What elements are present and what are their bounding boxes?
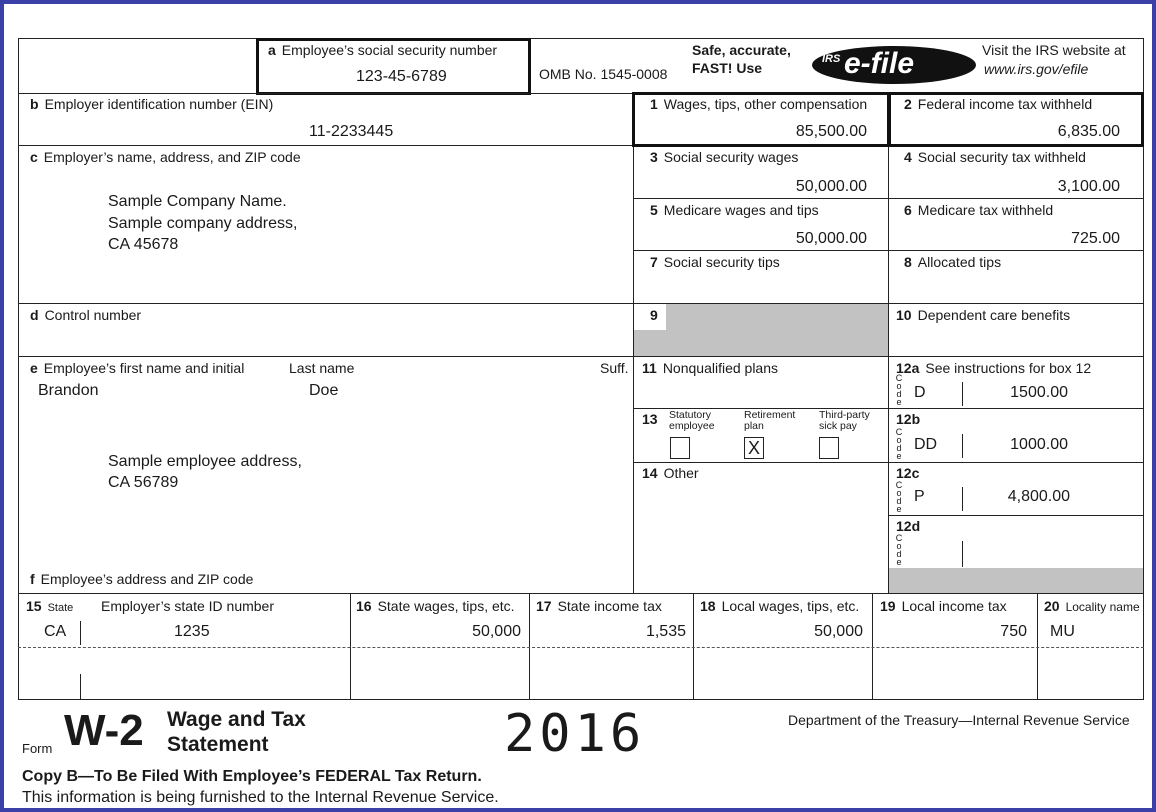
box-3-value: 50,000.00 [795, 178, 867, 195]
irs-efile-logo [810, 44, 978, 86]
divider [888, 515, 1144, 516]
box-4-label: 4 Social security tax withheld [904, 149, 1086, 165]
third-party-sick-pay-label: Third-party sick pay [819, 409, 870, 432]
divider [962, 434, 963, 458]
employer-zip: CA 45678 [108, 236, 179, 253]
logo-irs-text: IRS [822, 53, 841, 65]
box-12c-code: P [914, 488, 925, 505]
box-12c-label: 12c [896, 465, 920, 481]
box-12d-label: 12d [896, 518, 921, 534]
box-19-value: 750 [1000, 623, 1027, 640]
code-vertical-label: C o d e [895, 480, 903, 514]
box-6-label: 6 Medicare tax withheld [904, 202, 1054, 218]
box-12a-label: 12a See instructions for box 12 [896, 360, 1092, 376]
retirement-plan-label: Retirement plan [744, 409, 796, 432]
box-12b-value: 1000.00 [1010, 436, 1068, 453]
box-1-label: 1 Wages, tips, other compensation [650, 96, 868, 112]
box-9-label: 9 [650, 307, 658, 323]
form-title-line2: Statement [167, 733, 269, 756]
box-17-value: 1,535 [645, 623, 686, 640]
divider [80, 674, 81, 700]
box-12a-value: 1500.00 [1010, 384, 1068, 401]
box-9-shaded [634, 330, 666, 356]
ssn-value: 123-45-6789 [356, 68, 447, 85]
last-name-label: Last name [289, 360, 355, 376]
divider [18, 356, 1144, 357]
box-8-label: 8 Allocated tips [904, 254, 1002, 270]
box-19-label: 19 Local income tax [880, 598, 1007, 614]
omb-number: OMB No. 1545-0008 [539, 66, 668, 82]
irs-efile-url: www.irs.gov/efile [984, 61, 1089, 77]
ein-value: 11-2233445 [309, 123, 394, 140]
state-value: CA [44, 623, 67, 640]
copy-b-text: Copy B—To Be Filed With Employee’s FEDERAL Tax Return. [22, 768, 482, 785]
box-6-value: 725.00 [1071, 230, 1120, 247]
box-12b-label: 12b [896, 411, 921, 427]
suffix-label: Suff. [600, 360, 629, 376]
box-2-label: 2 Federal income tax withheld [904, 96, 1093, 112]
box-4-value: 3,100.00 [1057, 178, 1120, 195]
statutory-employee-checkbox[interactable] [670, 437, 690, 459]
box-16-label: 16 State wages, tips, etc. [356, 598, 515, 614]
department-text: Department of the Treasury—Internal Revenue Service [788, 712, 1130, 728]
form-title-line1: Wage and Tax [167, 708, 306, 731]
state-id-value: 1235 [174, 623, 210, 640]
employer-address: Sample company address, [108, 215, 298, 232]
divider [888, 93, 889, 593]
retirement-plan-checkbox[interactable]: X [744, 437, 764, 459]
visit-irs-text: Visit the IRS website at [982, 42, 1126, 58]
divider [962, 382, 963, 406]
box-d-label: d Control number [30, 307, 142, 323]
box-20-value: MU [1050, 623, 1075, 640]
box-5-label: 5 Medicare wages and tips [650, 202, 819, 218]
box-7-label: 7 Social security tips [650, 254, 780, 270]
box-9-shaded [666, 304, 888, 356]
box-5-value: 50,000.00 [795, 230, 867, 247]
box-1-value: 85,500.00 [795, 123, 867, 140]
efile-line1: Safe, accurate, [692, 42, 791, 58]
divider [633, 462, 1144, 463]
box-15-label: 15 State [26, 598, 74, 614]
box-a-label: a Employee’s social security number [268, 42, 498, 58]
box-e-label: e Employee’s first name and initial [30, 360, 245, 376]
employee-first-name: Brandon [38, 382, 99, 399]
box-13-label: 13 [642, 411, 658, 427]
box-c-label: c Employer’s name, address, and ZIP code [30, 149, 301, 165]
code-vertical-label: C o d e [895, 427, 903, 461]
box-12d-shaded [889, 568, 1143, 593]
third-party-sick-pay-checkbox[interactable] [819, 437, 839, 459]
box-3-label: 3 Social security wages [650, 149, 799, 165]
logo-efile-text: e-file [844, 47, 915, 80]
box-12a-code: D [914, 384, 926, 401]
statutory-employee-label: Statutory employee [669, 409, 715, 432]
code-vertical-label: C o d e [895, 533, 903, 567]
divider [633, 198, 1144, 199]
box-12b-code: DD [914, 436, 938, 453]
employee-address: Sample employee address, [108, 453, 302, 470]
box-20-label: 20 Locality name [1044, 598, 1140, 614]
employee-last-name: Doe [309, 382, 339, 399]
divider [962, 541, 963, 567]
divider [18, 593, 1144, 594]
employee-zip: CA 56789 [108, 474, 179, 491]
box-2-value: 6,835.00 [1057, 123, 1120, 140]
form-id: W-2 [64, 706, 144, 755]
box-18-label: 18 Local wages, tips, etc. [700, 598, 860, 614]
box-11-label: 11 Nonqualified plans [642, 360, 779, 376]
box-16-value: 50,000 [472, 623, 521, 640]
employer-name: Sample Company Name. [108, 193, 287, 210]
box-18-value: 50,000 [814, 623, 863, 640]
box-10-label: 10 Dependent care benefits [896, 307, 1071, 323]
divider [80, 621, 81, 645]
dashed-divider [18, 647, 1144, 648]
form-word: Form [22, 741, 53, 756]
box-17-label: 17 State income tax [536, 598, 662, 614]
divider [18, 303, 1144, 304]
box-14-label: 14 Other [642, 465, 699, 481]
box-12c-value: 4,800.00 [1007, 488, 1070, 505]
box-f-label: f Employee’s address and ZIP code [30, 571, 254, 587]
irs-notice-text: This information is being furnished to the Internal Revenue Service. [22, 789, 499, 806]
divider [962, 487, 963, 511]
employer-state-id-label: Employer’s state ID number [101, 598, 274, 614]
efile-line2: FAST! Use [692, 60, 763, 76]
tax-year: 2016 [504, 704, 646, 764]
box-b-label: b Employer identification number (EIN) [30, 96, 274, 112]
code-vertical-label: C o d e [895, 373, 903, 407]
divider [633, 250, 1144, 251]
